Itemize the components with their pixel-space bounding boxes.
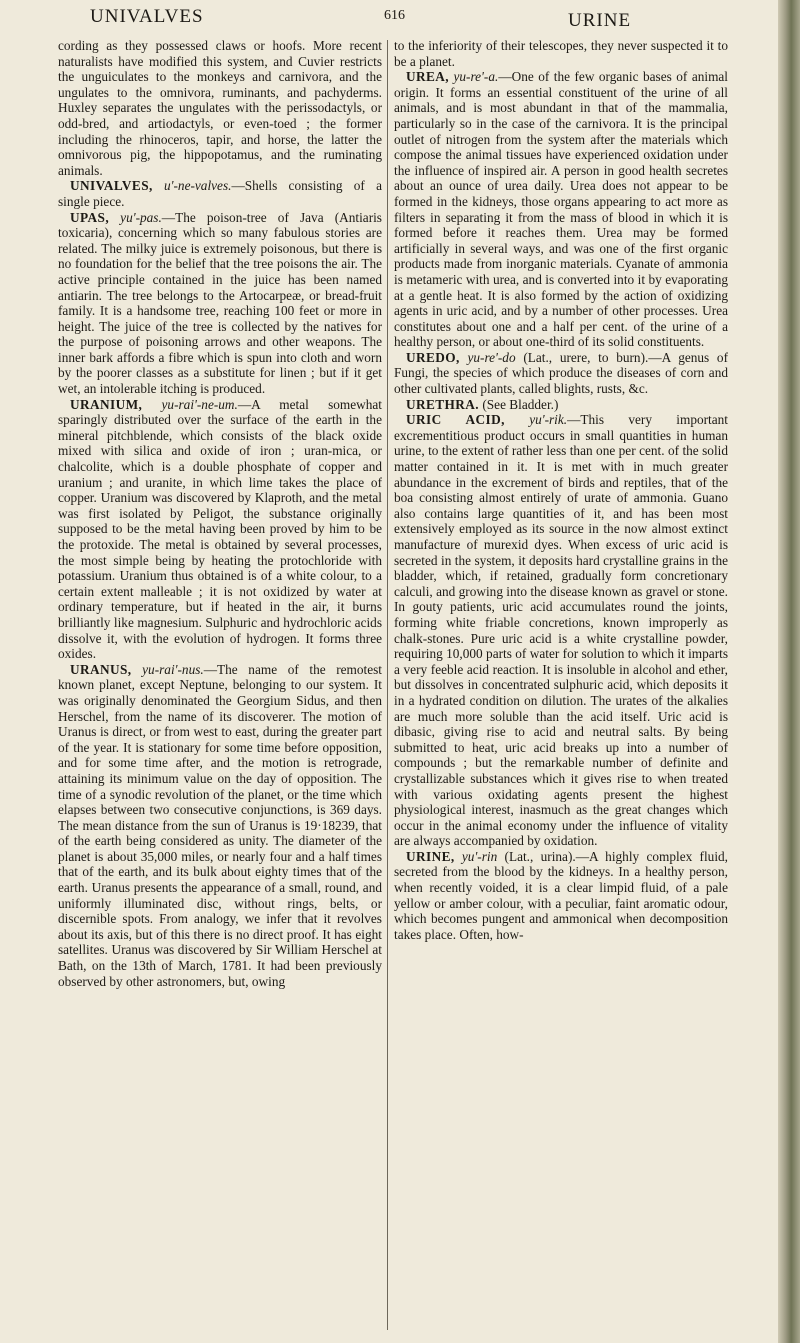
dictionary-entry	[394, 849, 728, 943]
dictionary-entry	[58, 178, 382, 209]
header-left-word: UNIVALVES	[90, 6, 204, 27]
dictionary-entry	[58, 397, 382, 662]
entry-text: to the inferiority of their telescopes, they never suspected it to be a planet.	[394, 38, 728, 69]
left-column	[58, 38, 382, 1338]
dictionary-entry	[58, 210, 382, 397]
entry-headword: URINE,	[406, 848, 455, 864]
dictionary-entry	[58, 662, 382, 989]
entry-text: (Lat., urina).—A highly complex fluid, secreted from the blood by the kidneys. In a healthy person, when recently voided, it is a clear limpid fluid, of a pale yellow or amber colour, with a peculiar, faint aromatic odour, which becomes pungent and ammonical when decomposition takes place. Often, how-	[394, 848, 728, 942]
entry-pronunciation: u'-ne-valves.	[164, 178, 232, 194]
entry-pronunciation: yu-rai'-nus.	[142, 661, 204, 677]
entry-text: (See Bladder.)	[482, 396, 559, 412]
running-header	[0, 6, 770, 34]
entry-text: —This very important excrementitious product occurs in small quantities in human urine, to the extent of rather less than one per cent. of the solid matter contained in it. It is met with in much greater abundance in the excrement of birds and reptiles, that of the boa consisting almost entirely of urate of ammonia. Guano also contains large quantities of it, and has been most extensively employed as its source in the now almost extinct manufacture of murexid dyes. When excess of uric acid is secreted in the system, it deposits hard crystalline grains in the bladder, which, if retained, gradually form concretionary calculi, and growing into the disease known as gravel or stone. In gouty patients, uric acid accumulates round the joints, forming white friable concretions, known improperly as chalk-stones. Pure uric acid is a white crystalline powder, requiring 10,000 parts of water for solution to which it imparts a very feeble acid reaction. It is insoluble in alcohol and ether, but dissolves in concentrated sulphuric acid, which deposits it in a hydrated condition on dilution. The urates of the alkalies are much more soluble than the acid itself. Uric acid is dibasic, giving rise to acid and neutral salts. By being submitted to heat, uric acid breaks up into a number of compounds ; but the remarkable number of definite and crystallizable substances which it gives rise to when treated with various oxidating agents present the highest physiological interest, inasmuch as the great changes which occur in the animal economy under the influence of vitality are always accompanied by oxidation.	[394, 412, 728, 849]
entry-text: —Shells consisting of a single piece.	[58, 178, 382, 209]
continued-text	[58, 38, 382, 178]
dictionary-entry	[394, 397, 728, 413]
column-divider	[387, 40, 388, 1330]
continued-text	[394, 38, 728, 69]
entry-pronunciation: yu'-rik.	[529, 412, 568, 428]
entry-headword: URANIUM,	[70, 396, 143, 412]
entry-headword: URETHRA.	[406, 396, 480, 412]
entry-pronunciation: yu-re'-do	[467, 349, 516, 365]
entry-headword: URANUS,	[70, 661, 132, 677]
right-column	[394, 38, 728, 1338]
entry-text: —The poison-tree of Java (Antiaris toxicaria), concerning which so many fabulous stories are related. The milky juice is extremely poisonous, but there is no foundation for the belief that the tree poisons the air. The active principle contained in the juice has been named antiarin. The tree belongs to the Artocarpeæ, or bread-fruit family. It is a handsome tree, reaching 100 feet or more in height. The juice of the tree is collected by the natives for the purpose of poisoning arrows and other weapons. The inner bark affords a fibre which is spun into cloth and worn by the poorer classes as a substitute for linen ; but if it get wet, an intolerable itching is produced.	[58, 209, 382, 397]
page-number: 616	[384, 8, 405, 23]
dictionary-entry	[394, 69, 728, 350]
entry-text: —One of the few organic bases of animal origin. It forms an essential constituent of the urine of all animals, and is most abundant in that of the mammalia, particularly so in the case of the carnivora. It is the principal outlet of nitrogen from the system after the materials which compose the animal tissues have experienced oxidation under the influence of inspired air. A person in good health secretes about an ounce of urea daily. Urea does not appear to be formed in the kidneys, those organs appearing to act more as filters in separating it from the mass of blood in which it is formed before it reaches them. Urea may be formed artificially in several ways, and was one of the first organic products made from inorganic materials. Cyanate of ammonia is metameric with urea, and is converted into it by evaporating at a gentle heat. It is also formed by the action of oxidizing agents in uric acid, and by a number of other processes. Urea constitutes about one and a half per cent. of the urine of a healthy person, or about one-third of its solid constituents.	[394, 69, 728, 350]
book-edge	[778, 0, 800, 1343]
entry-pronunciation: yu'-rin	[461, 848, 498, 864]
entry-headword: URIC ACID,	[406, 412, 505, 428]
entry-pronunciation: yu'-pas.	[120, 209, 162, 225]
entry-pronunciation: yu-re'-a.	[453, 69, 499, 85]
entry-headword: UREA,	[406, 69, 450, 85]
header-right-word: URINE	[568, 10, 632, 31]
entry-headword: UNIVALVES,	[70, 178, 153, 194]
entry-pronunciation: yu-rai'-ne-um.	[161, 396, 238, 412]
entry-text: cording as they possessed claws or hoofs. More recent naturalists have modified this system, and Cuvier restricts the unguiculates to the monkeys and carnivora, and the ungulates to the omnivora, ruminants, and pachyderms. Huxley separates the ungulates with the perissodactyls, or odd-bred, and artiodactyls, or even-toed ; the former including the rhinoceros, tapir, and horse, the latter the omnivorous pig, the hippopotamus, and the ruminating animals.	[58, 38, 382, 178]
entry-headword: UREDO,	[406, 349, 460, 365]
entry-text: (Lat., urere, to burn).—A genus of Fungi, the species of which produce the diseases of corn and other cultivated plants, called blights, rusts, &c.	[394, 349, 728, 397]
entry-headword: UPAS,	[70, 209, 110, 225]
entry-text: —A metal somewhat sparingly distributed over the surface of the earth in the mineral pitchblende, which consists of the black oxide mixed with silica and oxide of iron ; uran-mica, or chalcolite, which is a double phosphate of copper and uranium ; and uranite, in which lime takes the place of copper. Uranium was discovered by Klaproth, and the metal was first isolated by Peligot, the substance originally supposed to be the metal having been proved by him to be the protoxide. The metal is obtained by several processes, the most simple being by heating the protochloride with potassium. Uranium thus obtained is of a white colour, to a certain extent malleable ; it is not oxidized by water at ordinary temperature, but if heated in the air, it burns brilliantly like magnesium. Sulphuric and hydrochloric acids dissolve it, with the evolution of hydrogen. It forms three oxides.	[58, 396, 382, 662]
dictionary-entry	[394, 412, 728, 849]
entry-text: —The name of the remotest known planet, except Neptune, belonging to our system. It was originally denominated the Georgium Sidus, and then Herschel, from the name of its discoverer. The motion of Uranus is direct, or from west to east, during the greater part of the year. It is stationary for some time before opposition, and for some time after, and the motion is retrograde, attaining its minimum value on the day of opposition. The time of a synodic revolution of the planet, or the time which elapses between two consecutive conjunctions, is 369 days. The mean distance from the sun of Uranus is 19·18239, that of the earth being considered as unity. The diameter of the planet is about 35,000 miles, or nearly four and a half times that of the earth, and its bulk about eighty times that of the earth. Uranus presents the appearance of a small, round, and uniformly illuminated disc, without rings, belts, or discernible spots. From analogy, we infer that it revolves about its axis, but of this there is no direct proof. It has eight satellites. Uranus was discovered by Sir William Herschel at Bath, on the 13th of March, 1781. It had been previously observed by other astronomers, but, owing	[58, 661, 382, 989]
dictionary-entry	[394, 350, 728, 397]
